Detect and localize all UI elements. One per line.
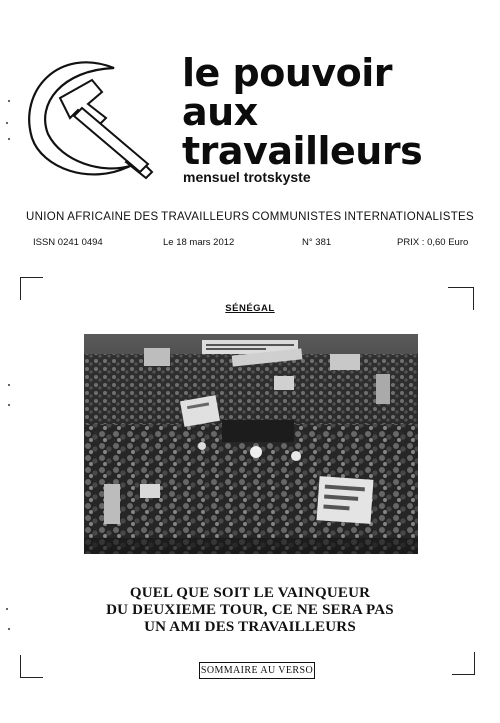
issn-number: ISSN 0241 0494 — [33, 237, 103, 248]
organization-name — [26, 211, 474, 223]
scan-speck — [8, 384, 10, 386]
issue-date: Le 18 mars 2012 — [163, 237, 235, 248]
scan-speck — [6, 608, 8, 610]
section-label: SÉNÉGAL — [225, 303, 275, 314]
scan-speck — [8, 404, 10, 406]
protest-crowd-photo — [84, 334, 418, 554]
org-word: UNION — [26, 211, 65, 223]
crop-mark-bottom-left — [20, 655, 43, 678]
scan-speck — [8, 138, 10, 140]
issue-price: PRIX : 0,60 Euro — [397, 237, 469, 248]
crop-mark-top-left — [20, 277, 43, 300]
headline-line1: QUEL QUE SOIT LE VAINQUEUR — [129, 585, 371, 601]
crop-mark-bottom-right — [452, 652, 475, 675]
scan-speck — [8, 628, 10, 630]
hammer-and-sickle-icon — [18, 52, 170, 184]
masthead-title-line1: le pouvoir — [182, 51, 393, 95]
masthead-title-line2: aux — [182, 90, 258, 134]
org-word: TRAVAILLEURS — [161, 211, 250, 223]
scan-speck — [8, 100, 10, 102]
headline-line2: DU DEUXIEME TOUR, CE NE SERA PAS — [106, 602, 394, 618]
headline-line3: UN AMI DES TRAVAILLEURS — [144, 619, 356, 635]
masthead-title-line3: travailleurs — [182, 129, 423, 173]
org-word: DES — [133, 211, 159, 223]
issue-number: N° 381 — [302, 237, 332, 248]
masthead-subtitle: mensuel trotskyste — [183, 169, 311, 185]
sommaire-box: SOMMAIRE AU VERSO — [199, 662, 315, 679]
org-word: AFRICAINE — [67, 211, 132, 223]
scan-speck — [6, 122, 8, 124]
org-word: COMMUNISTES — [251, 211, 342, 223]
org-word: INTERNATIONALISTES — [344, 211, 474, 223]
